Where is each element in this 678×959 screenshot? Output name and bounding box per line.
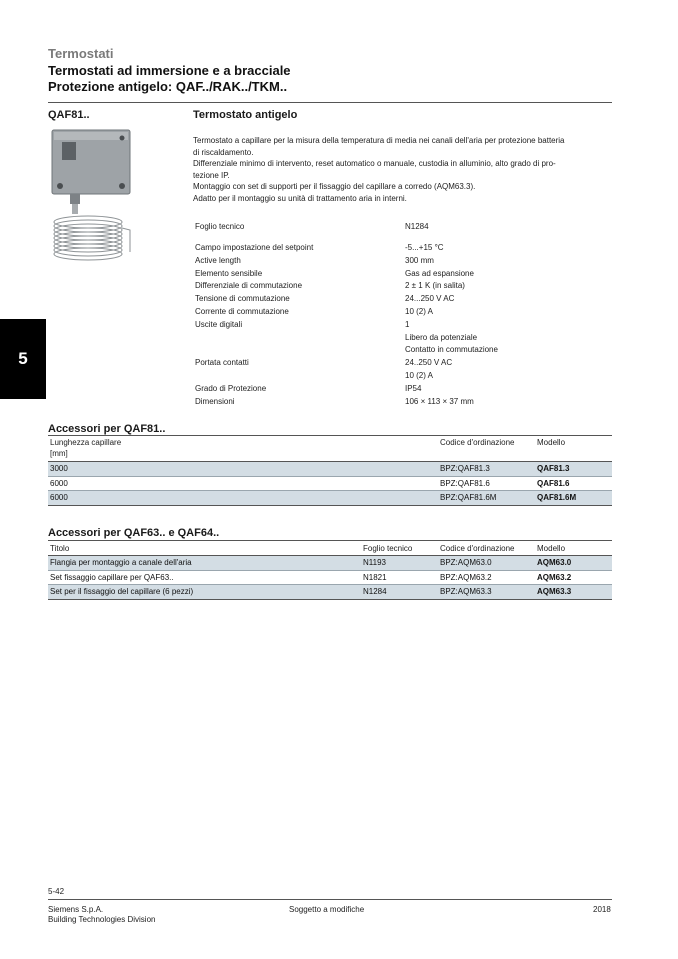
spec-label: Elemento sensibile [195, 268, 263, 278]
page-number: 5-42 [48, 887, 65, 896]
cell-sheet: N1193 [363, 558, 386, 567]
column-header-unit: [mm] [50, 449, 68, 458]
section-divider [48, 540, 612, 541]
spec-value: 106 × 113 × 37 mm [405, 396, 474, 406]
cell-model: QAF81.3 [537, 464, 570, 473]
header-divider [48, 102, 612, 103]
spec-value: 10 (2) A [405, 371, 434, 380]
cell-length: 3000 [50, 464, 68, 473]
table-row [48, 585, 612, 599]
spec-value: Gas ad espansione [405, 268, 474, 278]
column-header-model: Modello [537, 438, 566, 447]
spec-label: Campo impostazione del setpoint [195, 243, 314, 252]
spec-label: Differenziale di commutazione [195, 281, 303, 291]
footer-division: Building Technologies Division [48, 915, 156, 924]
cell-order-code: BPZ:AQM63.0 [440, 558, 492, 567]
spec-value: 1 [405, 319, 410, 329]
spec-value: 24...250 V AC [405, 294, 455, 304]
table-row [48, 556, 612, 570]
page-title: Termostati ad immersione e a bracciale [48, 63, 291, 78]
spec-value: IP54 [405, 383, 422, 393]
accessories-qaf63-title: Accessori per QAF63.. e QAF64.. [48, 527, 220, 539]
product-title: Termostato antigelo [193, 109, 298, 121]
cell-model: AQM63.0 [537, 558, 572, 567]
spec-value: 300 mm [405, 255, 434, 265]
spec-label: Uscite digitali [195, 319, 243, 329]
description-line: Differenziale minimo di intervento, reset automatico o manuale, custodia in alluminio, alto grado di pro- [193, 159, 556, 168]
spec-label: Grado di Protezione [195, 383, 267, 393]
column-header-order-code: Codice d'ordinazione [440, 438, 515, 447]
spec-value: 24..250 V AC [405, 358, 453, 368]
cell-model: AQM63.3 [537, 587, 572, 596]
cell-order-code: BPZ:QAF81.6 [440, 478, 490, 488]
cell-sheet: N1284 [363, 587, 387, 596]
table-row [48, 491, 612, 505]
footer-divider [48, 899, 612, 900]
accessories-qaf81-table [48, 437, 612, 507]
table-row [48, 571, 612, 585]
spec-value: -5...+15 °C [405, 243, 444, 252]
description-line: Termostato a capillare per la misura della temperatura di media nei canali dell'aria per protezione batteria [193, 136, 565, 145]
column-header-sheet: Foglio tecnico [363, 544, 413, 553]
product-description [193, 135, 618, 204]
spec-value: 2 ± 1 K (in salita) [405, 281, 465, 291]
cell-model: QAF81.6M [537, 493, 577, 502]
description-line: di riscaldamento. [193, 147, 254, 157]
cell-order-code: BPZ:QAF81.6M [440, 493, 497, 502]
description-line: tezione IP. [193, 170, 230, 180]
table-bottom-rule [48, 599, 612, 600]
table-bottom-rule [48, 505, 612, 506]
product-code: QAF81.. [48, 109, 90, 121]
section-category: Termostati [48, 46, 114, 61]
accessories-qaf63-table [48, 543, 612, 603]
cell-title: Flangia per montaggio a canale dell'aria [50, 558, 192, 567]
section-divider [48, 435, 612, 436]
spec-value: N1284 [405, 222, 429, 231]
page-subtitle: Protezione antigelo: QAF../RAK../TKM.. [48, 79, 288, 94]
spec-label: Active length [195, 255, 241, 265]
column-header-length: Lunghezza capillare [50, 438, 122, 447]
cell-order-code: BPZ:QAF81.3 [440, 464, 490, 473]
footer-notice: Soggetto a modifiche [289, 905, 365, 914]
cell-length: 6000 [50, 493, 68, 502]
spec-value: Libero da potenziale [405, 332, 478, 342]
spec-label: Dimensioni [195, 396, 235, 406]
column-header-order-code: Codice d'ordinazione [440, 544, 515, 553]
cell-sheet: N1821 [363, 572, 387, 582]
spec-label: Portata contatti [195, 358, 249, 368]
cell-length: 6000 [50, 478, 68, 488]
column-header-title: Titolo [50, 544, 70, 553]
table-row [48, 477, 612, 491]
cell-model: QAF81.6 [537, 478, 570, 488]
product-image [48, 128, 136, 268]
cell-title: Set fissaggio capillare per QAF63.. [50, 572, 174, 582]
footer-year: 2018 [593, 905, 611, 914]
chapter-tab: 5 [0, 319, 46, 399]
spec-value: Contatto in commutazione [405, 345, 498, 355]
column-header-model: Modello [537, 544, 566, 553]
cell-title: Set per il fissaggio del capillare (6 pezzi) [50, 587, 194, 596]
accessories-qaf81-title: Accessori per QAF81.. [48, 423, 166, 435]
spec-label: Corrente di commutazione [195, 307, 289, 316]
spec-value: 10 (2) A [405, 307, 434, 316]
table-row [48, 462, 612, 476]
cell-order-code: BPZ:AQM63.2 [440, 572, 492, 582]
spec-label: Foglio tecnico [195, 222, 245, 231]
description-line: Adatto per il montaggio su unità di trattamento aria in interni. [193, 193, 407, 203]
footer-company: Siemens S.p.A. [48, 905, 104, 914]
description-line: Montaggio con set di supporti per il fissaggio del capillare a corredo (AQM63.3). [193, 182, 476, 191]
cell-order-code: BPZ:AQM63.3 [440, 587, 492, 596]
spec-label: Tensione di commutazione [195, 294, 290, 304]
cell-model: AQM63.2 [537, 572, 572, 582]
